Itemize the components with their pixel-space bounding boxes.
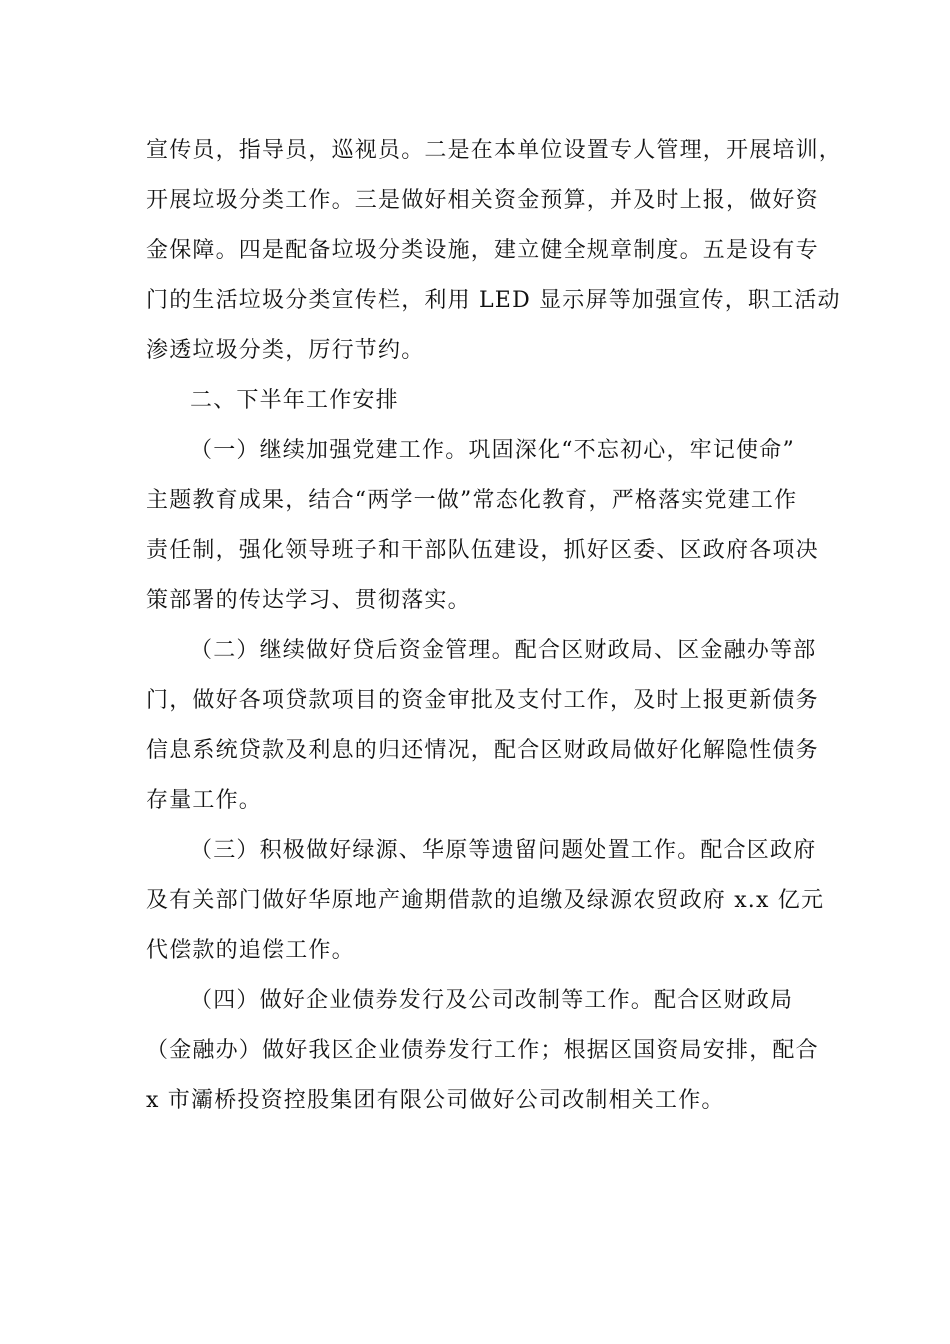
text-line: 信息系统贷款及利息的归还情况，配合区财政局做好化解隐性债务 (146, 738, 819, 763)
text-line: 门的生活垃圾分类宣传栏，利用 LED 显示屏等加强宣传，职工活动 (146, 288, 841, 313)
text-line: 金保障。四是配备垃圾分类设施，建立健全规章制度。五是设有专 (146, 238, 819, 263)
text-line: 门，做好各项贷款项目的资金审批及支付工作，及时上报更新债务 (146, 688, 819, 713)
text-line: 开展垃圾分类工作。三是做好相关资金预算，并及时上报，做好资 (146, 188, 819, 213)
text-line: （四）做好企业债券发行及公司改制等工作。配合区财政局 (190, 988, 794, 1013)
text-line: 策部署的传达学习、贯彻落实。 (146, 588, 471, 613)
text-line: （一）继续加强党建工作。巩固深化“不忘初心，牢记使命” (190, 438, 795, 463)
section-heading: 二、下半年工作安排 (190, 388, 399, 413)
text-line: 存量工作。 (146, 788, 263, 813)
text-line: x 市灞桥投资控股集团有限公司做好公司改制相关工作。 (146, 1088, 725, 1113)
text-line: 及有关部门做好华原地产逾期借款的追缴及绿源农贸政府 x.x 亿元 (146, 888, 825, 913)
text-line: 主题教育成果，结合“两学一做”常态化教育，严格落实党建工作 (146, 488, 798, 513)
text-line: （三）积极做好绿源、华原等遗留问题处置工作。配合区政府 (190, 838, 817, 863)
text-line: 宣传员，指导员，巡视员。二是在本单位设置专人管理，开展培训， (146, 138, 843, 163)
text-line: （金融办）做好我区企业债券发行工作；根据区国资局安排，配合 (146, 1038, 819, 1063)
text-line: 代偿款的追偿工作。 (146, 938, 355, 963)
text-line: （二）继续做好贷后资金管理。配合区财政局、区金融办等部 (190, 638, 817, 663)
text-line: 渗透垃圾分类，厉行节约。 (146, 338, 425, 363)
text-line: 责任制，强化领导班子和干部队伍建设，抓好区委、区政府各项决 (146, 538, 819, 563)
